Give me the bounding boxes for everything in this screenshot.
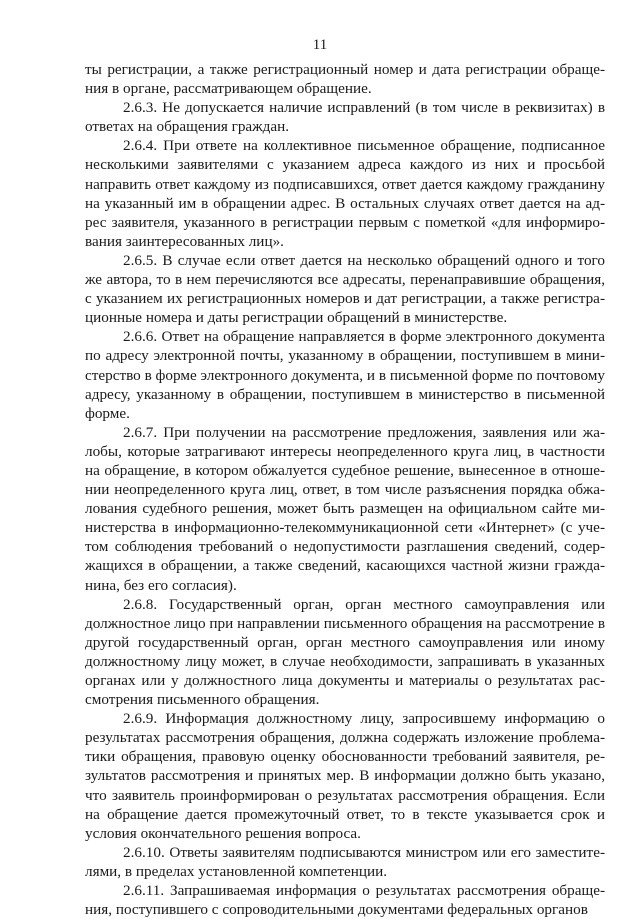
paragraph-continuation: ты регистрации, а также регистрационный номер и дата регистрации обращения в органе, рассматривающем обращение. <box>85 61 605 98</box>
paragraph-2-6-11: 2.6.11. Запрашиваемая информация о результатах рассмотрения обращения, поступившего с сопроводительными документами федеральных органов <box>85 882 605 919</box>
paragraph-2-6-6: 2.6.6. Ответ на обращение направляется в форме электронного документа по адресу электронной почты, указанному в обращении, поступившем в министерство в форме электронного документа, и в письменной форме по почтовому адресу, указанному в обращении, поступившем в министерство в письменной форме. <box>85 328 605 422</box>
paragraph-2-6-4: 2.6.4. При ответе на коллективное письменное обращение, подписанное несколькими заявителями с указанием адреса каждого из них и просьбой направить ответ каждому из подписавшихся, ответ дается каждому гражданину на указанный им в обращении адрес. В остальных случаях ответ дается на адрес заявителя, указанного в регистрации первым с пометкой «для информирования заинтересованных лиц». <box>85 137 605 250</box>
paragraph-2-6-7: 2.6.7. При получении на рассмотрение предложения, заявления или жалобы, которые затрагивают интересы неопределенного круга лиц, в частности на обращение, в котором обжалуется судебное решение, вынесенное в отношении неопределенного круга лиц, ответ, в том числе разъяснения порядка обжалования судебного решения, может быть размещен на официальном сайте министерства в информационно-телекоммуникационной сети «Интернет» (с учетом соблюдения требований о недопустимости разглашения сведений, содержащихся в обращении, а также сведений, касающихся частной жизни гражданина, без его согласия). <box>85 423 605 594</box>
document-body <box>85 60 605 919</box>
paragraph-2-6-10: 2.6.10. Ответы заявителям подписываются министром или его заместителями, в пределах установленной компетенции. <box>85 843 605 880</box>
paragraph-2-6-3: 2.6.3. Не допускается наличие исправлений (в том числе в реквизитах) в ответах на обращения граждан. <box>85 99 605 136</box>
page-number: 11 <box>312 37 328 53</box>
paragraph-2-6-8: 2.6.8. Государственный орган, орган местного самоуправления или должностное лицо при направлении письменного обращения на рассмотрение в другой государственный орган, орган местного самоуправления или иному должностному лицу может, в случае необходимости, запрашивать в указанных органах или у должностного лица документы и материалы о результатах рассмотрения письменного обращения. <box>85 595 605 709</box>
paragraph-2-6-5: 2.6.5. В случае если ответ дается на несколько обращений одного и того же автора, то в нем перечисляются все адресаты, перенаправившие обращения, с указанием их регистрационных номеров и дат регистрации, а также регистрационные номера и даты регистрации обращений в министерстве. <box>85 251 605 327</box>
paragraph-2-6-9: 2.6.9. Информация должностному лицу, запросившему информацию о результатах рассмотрения обращения, должна содержать изложение проблематики обращения, правовую оценку обоснованности требований заявителя, результатов рассмотрения и принятых мер. В информации должно быть указано, что заявитель проинформирован о результатах рассмотрения обращения. Если на обращение дается промежуточный ответ, то в тексте указывается срок и условия окончательного решения вопроса. <box>85 710 605 842</box>
